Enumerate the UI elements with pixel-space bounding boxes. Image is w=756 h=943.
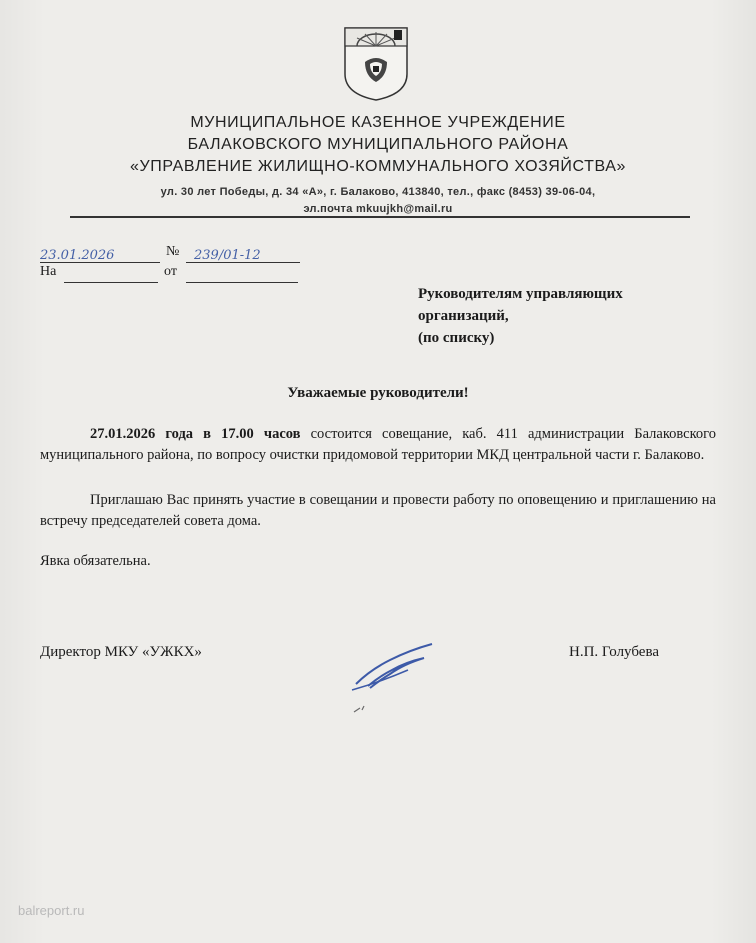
reg-number-label: №	[166, 244, 180, 259]
recipient-line-1: Руководителям управляющих	[418, 286, 623, 302]
from-label: от	[164, 264, 177, 279]
org-name-line-3: «УПРАВЛЕНИЕ ЖИЛИЩНО-КОММУНАЛЬНОГО ХОЗЯЙСТВА»	[130, 158, 626, 175]
reg-date-value: 23.01.2026	[40, 248, 115, 263]
reg-number-value: 239/01-12	[194, 248, 261, 263]
email-line: эл.почта mkuujkh@mail.ru	[303, 203, 453, 215]
address-line: ул. 30 лет Победы, д. 34 «А», г. Балаково, 413840, тел., факс (8453) 39-06-04,	[160, 186, 596, 198]
signatory-name: Н.П. Голубева	[569, 644, 659, 660]
org-name-line-2: БАЛАКОВСКОГО МУНИЦИПАЛЬНОГО РАЙОНА	[187, 136, 569, 153]
meeting-datetime: 27.01.2026 года в 17.00 часов	[90, 426, 301, 442]
reg-number-field	[186, 246, 300, 263]
from-field	[186, 268, 298, 283]
on-field	[64, 268, 158, 283]
handwritten-signature	[350, 640, 445, 720]
body-paragraph-1	[40, 424, 716, 466]
body-paragraph-2: Приглашаю Вас принять участие в совещании и провести работу по оповещению и приглашению на встречу председателей совета дома.	[40, 492, 716, 529]
org-name-line-1: МУНИЦИПАЛЬНОЕ КАЗЕННОЕ УЧРЕЖДЕНИЕ	[190, 114, 566, 131]
coat-of-arms-emblem	[343, 26, 409, 102]
signatory-title: Директор МКУ «УЖКХ»	[40, 644, 202, 660]
meeting-details: состоится совещание, каб. 411 администрации Балаковского муниципального района, по вопросу очистки придомовой территории МКД центральной части г. Балаково.	[40, 426, 716, 463]
greeting: Уважаемые руководители!	[287, 385, 469, 401]
reg-date-field	[40, 246, 160, 263]
recipient-line-3: (по списку)	[418, 330, 495, 346]
recipient-line-2: организаций,	[418, 308, 509, 324]
watermark: balreport.ru	[18, 903, 85, 918]
header-divider	[70, 216, 690, 218]
attendance-note: Явка обязательна.	[40, 553, 151, 569]
on-label: На	[40, 264, 57, 279]
